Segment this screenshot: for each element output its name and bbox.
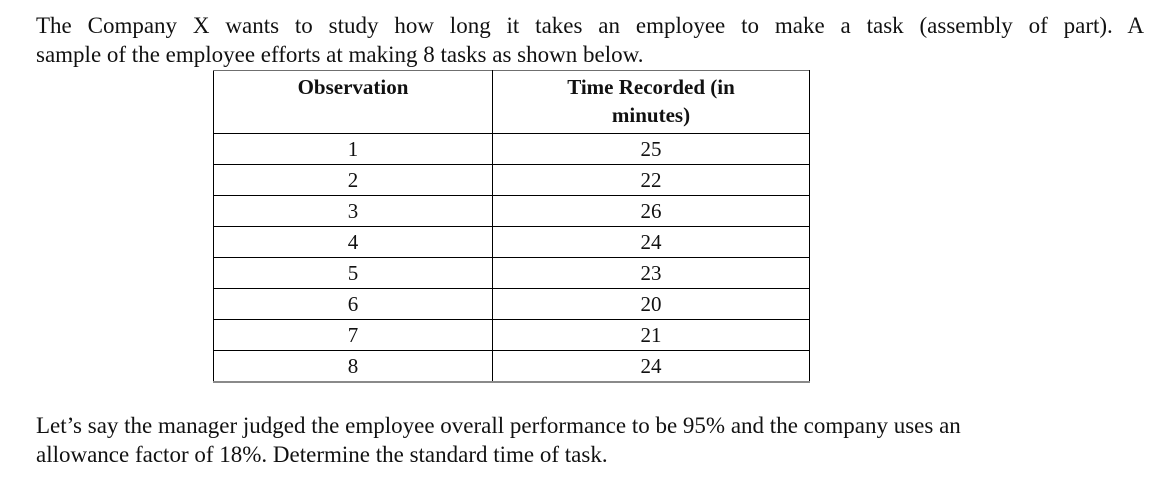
intro-line-2: sample of the employee efforts at making 8 tasks as shown below. — [36, 42, 644, 67]
observation-cell: 3 — [214, 196, 493, 227]
time-column-header — [493, 71, 810, 134]
table-row — [214, 227, 810, 258]
observation-cell: 5 — [214, 258, 493, 289]
time-cell: 23 — [493, 258, 810, 289]
intro-line-1: The Company X wants to study how long it takes an employee to make a task (assembly of part). A — [36, 13, 1144, 38]
table-row — [214, 196, 810, 227]
observation-cell: 4 — [214, 227, 493, 258]
time-cell: 26 — [493, 196, 810, 227]
intro-paragraph — [36, 11, 1144, 69]
observation-table — [213, 70, 810, 383]
time-column-header-text: Time Recorded (in minutes) — [567, 75, 735, 127]
table-row — [214, 289, 810, 320]
observation-cell: 8 — [214, 351, 493, 383]
time-cell: 21 — [493, 320, 810, 351]
table-row — [214, 258, 810, 289]
time-cell: 24 — [493, 351, 810, 383]
observation-column-header: Observation — [214, 71, 493, 134]
table-row — [214, 320, 810, 351]
observation-cell: 6 — [214, 289, 493, 320]
table-header-row — [214, 71, 810, 134]
table-row — [214, 134, 810, 165]
table-row — [214, 165, 810, 196]
time-cell: 25 — [493, 134, 810, 165]
time-cell: 24 — [493, 227, 810, 258]
time-cell: 22 — [493, 165, 810, 196]
observation-cell: 2 — [214, 165, 493, 196]
time-cell: 20 — [493, 289, 810, 320]
question-line-1: Let’s say the manager judged the employee overall performance to be 95% and the company uses an — [36, 413, 961, 438]
observation-cell: 1 — [214, 134, 493, 165]
question-line-2: allowance factor of 18%. Determine the standard time of task. — [36, 442, 608, 467]
question-paragraph — [36, 411, 1136, 469]
observation-cell: 7 — [214, 320, 493, 351]
table-row — [214, 351, 810, 383]
